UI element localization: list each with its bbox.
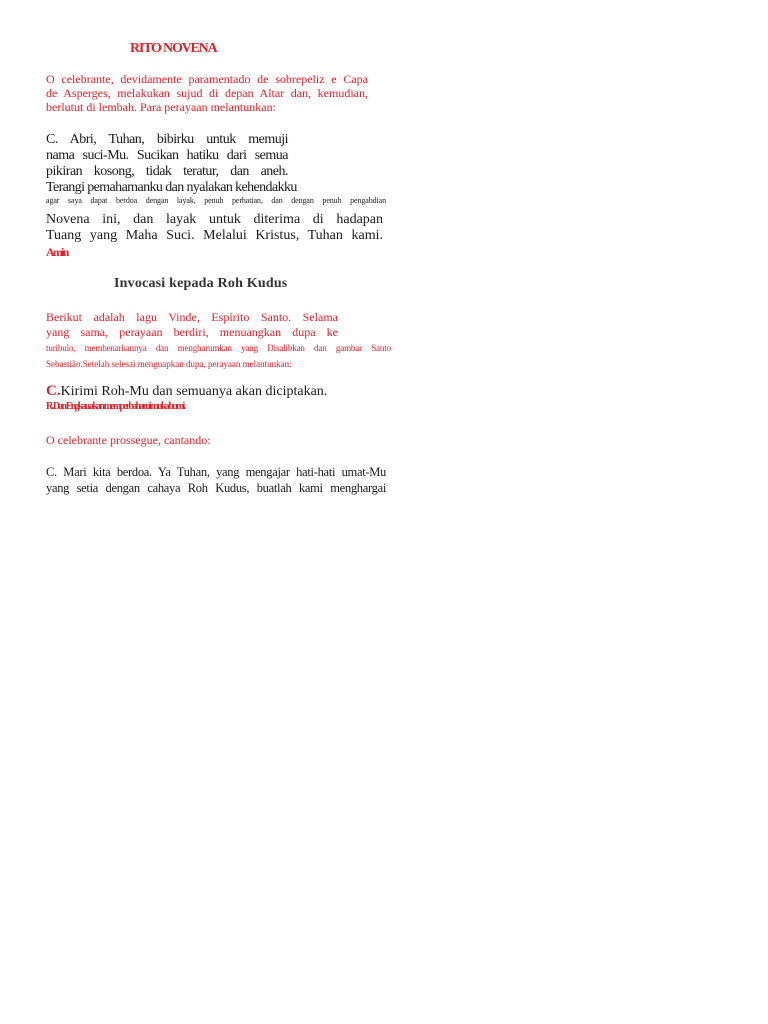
verse-prayer-line-2: yang setia dengan cahaya Roh Kudus, buatlah kami menghargai (46, 481, 386, 495)
rubric-invocation (46, 310, 391, 371)
verse-invocation-text: Kirimi Roh-Mu dan semuanya akan diciptakan. (60, 384, 328, 399)
verse-opening-line-4: Terangi pemahamanku dan nyalakan kehendakku (46, 180, 297, 195)
verse-continuation-line-1: Novena ini, dan layak untuk diterima di hadapan (46, 212, 383, 227)
verse-prayer (46, 464, 386, 496)
rubric-intro-line-1: O celebrante, devidamente paramentado de sobrepeliz e Capa (46, 72, 368, 86)
page-title: RITO NOVENA (130, 41, 217, 56)
celebrant-marker: C. (46, 383, 61, 399)
verse-opening-line-3: pikiran kosong, tidak teratur, dan aneh. (46, 164, 288, 179)
rubric-invocation-line-4: Sebastião.Setelah selesai menguapkan dupa, perayaan melantunkan: (46, 359, 292, 369)
rubric-intro-line-3: berlutut di lembah. Para perayaan melantunkan: (46, 100, 276, 114)
verse-opening (46, 132, 297, 196)
rubric-intro-line-2: de Asperges, melakukan sujud di depan Altar dan, kemudian, (46, 86, 368, 100)
rubric-invocation-line-2: yang sama, perayaan berdiri, menuangkan dupa ke (46, 325, 338, 339)
verse-continuation-line-2: Tuang yang Maha Suci. Melalui Kristus, Tuhan kami. (46, 228, 383, 243)
verse-opening-small-line: agar saya dapat berdoa dengan layak, penuh perhatian, dan dengan penuh pengabdian (46, 196, 386, 205)
amen-response: Amin (46, 245, 68, 259)
verse-continuation (46, 212, 383, 244)
section-heading: Invocasi kepada Roh Kudus (114, 276, 288, 291)
response-line: R. Dan Engkau akan memperbaharui muka bumi. (46, 401, 185, 412)
verse-prayer-line-1: C. Mari kita berdoa. Ya Tuhan, yang mengajar hati-hati umat-Mu (46, 465, 386, 479)
rubric-invocation-line-1: Berikut adalah lagu Vinde, Espírito Santo. Selama (46, 310, 338, 324)
rubric-continue: O celebrante prossegue, cantando: (46, 433, 211, 447)
rubric-invocation-line-3: turibulo, membenarkannya dan mengharumkan yang Disalibkan dan gambar Santo (46, 343, 391, 353)
verse-opening-line-1: C. Abri, Tuhan, bibirku untuk memuji (46, 132, 288, 147)
rubric-intro (46, 72, 368, 114)
verse-opening-line-2: nama suci-Mu. Sucikan hatiku dari semua (46, 148, 288, 163)
verse-invocation (46, 383, 327, 400)
